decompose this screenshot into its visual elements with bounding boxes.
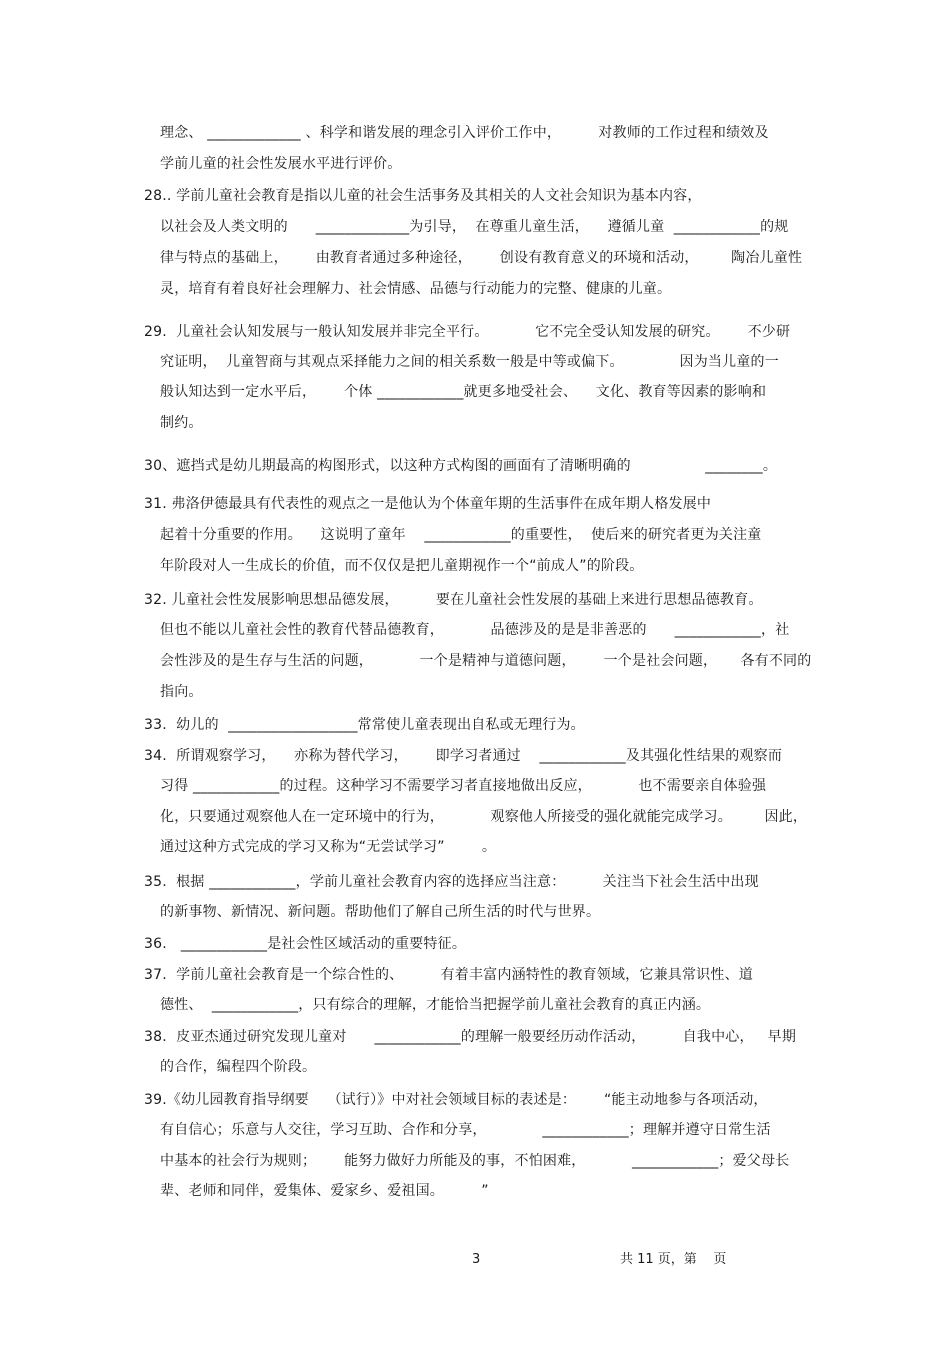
text-line: 究证明， 儿童智商与其观点采择能力之间的相关系数一般是中等或偏下。 因为当儿童的一 bbox=[160, 354, 779, 370]
text-line: 般认知达到一定水平后， 个体 ____________就更多地受社会、 文化、教育等因素的影响和 bbox=[160, 384, 767, 400]
question-32: 32. 儿童社会性发展影响思想品德发展， 要在儿童社会性发展的基础上来进行思想品德教育。 bbox=[144, 592, 763, 608]
question-39: 39.《幼儿园教育指导纲要 （试行）》中对社会领域目标的表述是： “能主动地参与各项活动， bbox=[144, 1092, 768, 1108]
question-38: 38. 皮亚杰通过研究发现儿童对 ____________的理解一般要经历动作活动， 自我中心， 早期 bbox=[144, 1029, 797, 1045]
question-34: 34. 所谓观察学习， 亦称为替代学习， 即学习者通过 ____________及其强化性结果的观察而 bbox=[144, 748, 783, 764]
text-line: 通过这种方式完成的学习又称为“无尝试学习” 。 bbox=[160, 839, 497, 855]
text-line: 但也不能以儿童社会性的教育代替品德教育， 品德涉及的是是非善恶的 ____________，社 bbox=[160, 622, 790, 638]
text-line: 辈、老师和同伴，爱集体、爱家乡、爱祖国。 ” bbox=[160, 1183, 489, 1199]
text-line: 中基本的社会行为规则； 能努力做好力所能及的事，不怕困难， ____________；爱父母长 bbox=[160, 1153, 790, 1169]
text-line: 德性、 ____________，只有综合的理解，才能恰当把握学前儿童社会教育的真正内涵。 bbox=[160, 997, 711, 1013]
text-line: 以社会及人类文明的 _____________为引导， 在尊重儿童生活， 遵循儿童 ____________的规 bbox=[160, 219, 789, 235]
question-36: 36. ____________是社会性区域活动的重要特征。 bbox=[144, 936, 467, 952]
text-line: 年阶段对人一生成长的价值，而不仅仅是把儿童期视作一个“前成人”的阶段。 bbox=[160, 558, 644, 574]
page-number: 3 bbox=[472, 1252, 481, 1267]
text-line: 灵，培育有着良好社会理解力、社会情感、品德与行动能力的完整、健康的儿童。 bbox=[160, 281, 672, 297]
question-30: 30、遮挡式是幼儿期最高的构图形式，以这种方式构图的画面有了清晰明确的 ________。 bbox=[144, 458, 778, 474]
text-line: 律与特点的基础上， 由教育者通过多种途径， 创设有教育意义的环境和活动， 陶冶儿童性 bbox=[160, 250, 803, 266]
question-37: 37. 学前儿童社会教育是一个综合性的、 有着丰富内涵特性的教育领域，它兼具常识性、道 bbox=[144, 967, 753, 983]
page-info: 共 11 页，第 页 bbox=[620, 1252, 727, 1267]
text-line: 学前儿童的社会性发展水平进行评价。 bbox=[160, 156, 402, 172]
text-line: 起着十分重要的作用。 这说明了童年 ____________的重要性， 使后来的研究者更为关注童 bbox=[160, 527, 762, 543]
text-line: 的合作，编程四个阶段。 bbox=[160, 1059, 317, 1075]
text-line: 制约。 bbox=[160, 415, 203, 431]
text-line: 的新事物、新情况、新问题。帮助他们了解自己所生活的时代与世界。 bbox=[160, 904, 601, 920]
text-line: 理念、 _____________ 、科学和谐发展的理念引入评价工作中， 对教师的工作过程和绩效及 bbox=[160, 125, 769, 141]
text-line: 指向。 bbox=[160, 684, 203, 700]
question-29: 29. 儿童社会认知发展与一般认知发展并非完全平行。 它不完全受认知发展的研究。 不少研 bbox=[144, 324, 791, 340]
text-line: 有自信心；乐意与人交往，学习互助、合作和分享， ____________；理解并遵守日常生活 bbox=[160, 1122, 771, 1138]
text-line: 习得 ____________的过程。这种学习不需要学习者直接地做出反应， 也不需要亲自体验强 bbox=[160, 778, 767, 794]
question-33: 33. 幼儿的 __________________常常使儿童表现出自私或无理行为。 bbox=[144, 717, 585, 733]
question-35: 35. 根据 ____________，学前儿童社会教育内容的选择应当注意： 关注当下社会生活中出现 bbox=[144, 874, 759, 890]
text-line: 化，只要通过观察他人在一定环境中的行为， 观察他人所接受的强化就能完成学习。 因此， bbox=[160, 809, 808, 825]
question-28: 28.. 学前儿童社会教育是指以儿童的社会生活事务及其相关的人文社会知识为基本内容， bbox=[144, 188, 702, 204]
text-line: 会性涉及的是生存与生活的问题， 一个是精神与道德问题， 一个是社会问题， 各有不同的 bbox=[160, 653, 812, 669]
question-31: 31. 弗洛伊德最具有代表性的观点之一是他认为个体童年期的生活事件在成年期人格发展中 bbox=[144, 496, 712, 512]
